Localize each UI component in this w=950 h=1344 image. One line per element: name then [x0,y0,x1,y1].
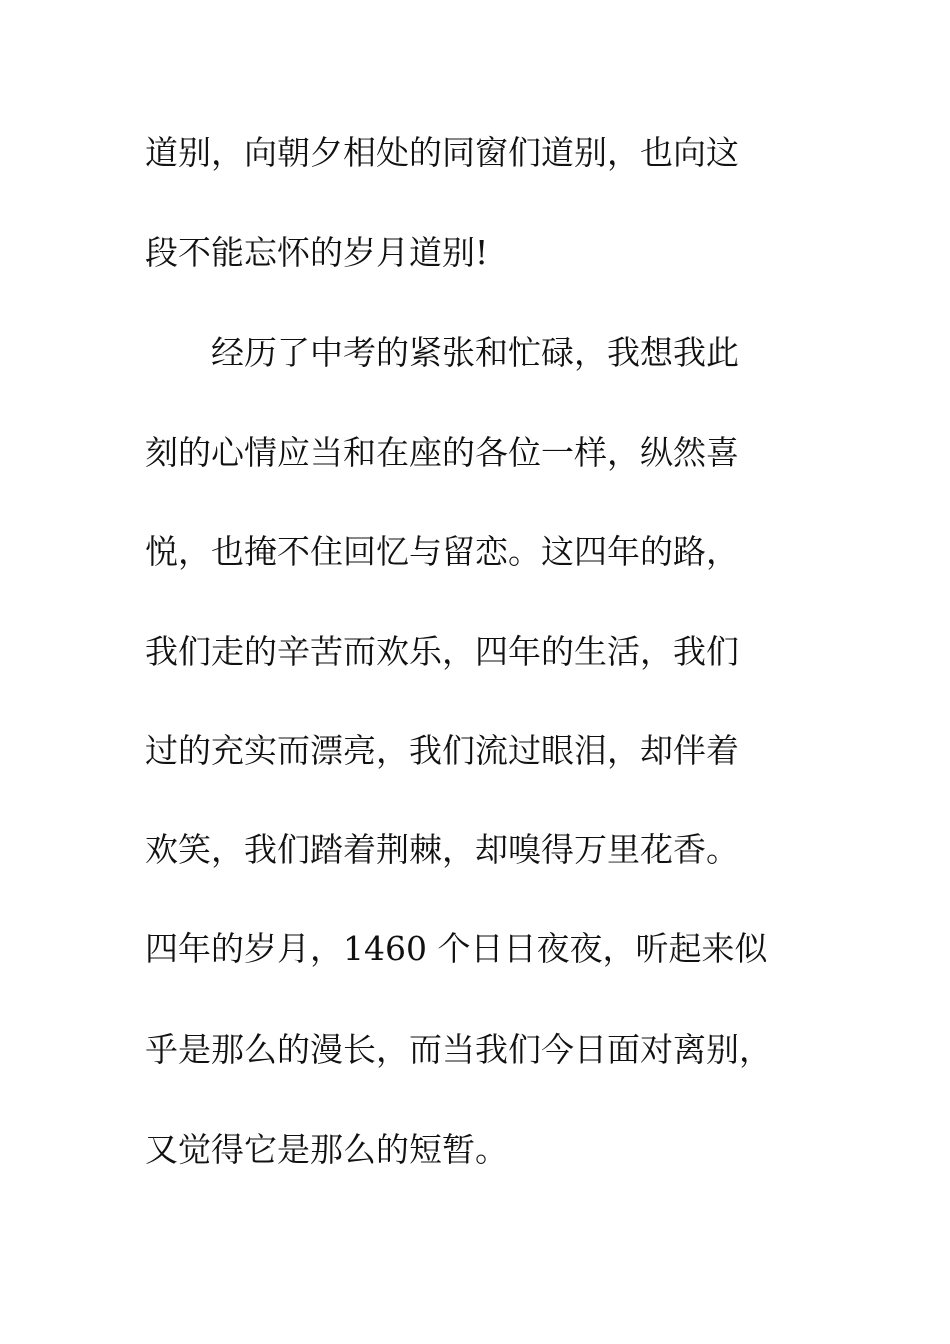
text-line-6: 我们走的辛苦而欢乐，四年的生活，我们 [145,632,739,671]
text-line-8: 欢笑，我们踏着荆棘，却嗅得万里花香。 [145,830,739,869]
text-line-11: 又觉得它是那么的短暂。 [145,1130,508,1169]
text-line-2: 段不能忘怀的岁月道别! [145,233,489,272]
text-line-1: 道别，向朝夕相处的同窗们道别，也向这 [145,133,739,172]
text-line-5: 悦，也掩不住回忆与留恋。这四年的路， [145,532,739,571]
text-line-7: 过的充实而漂亮，我们流过眼泪，却伴着 [145,731,739,770]
text-line-9: 四年的岁月，1460 个日日夜夜，听起来似 [145,929,768,968]
text-line-3: 经历了中考的紧张和忙碌，我想我此 [145,333,739,372]
text-line-4: 刻的心情应当和在座的各位一样，纵然喜 [145,433,739,472]
text-line-10: 乎是那么的漫长，而当我们今日面对离别， [145,1030,772,1069]
